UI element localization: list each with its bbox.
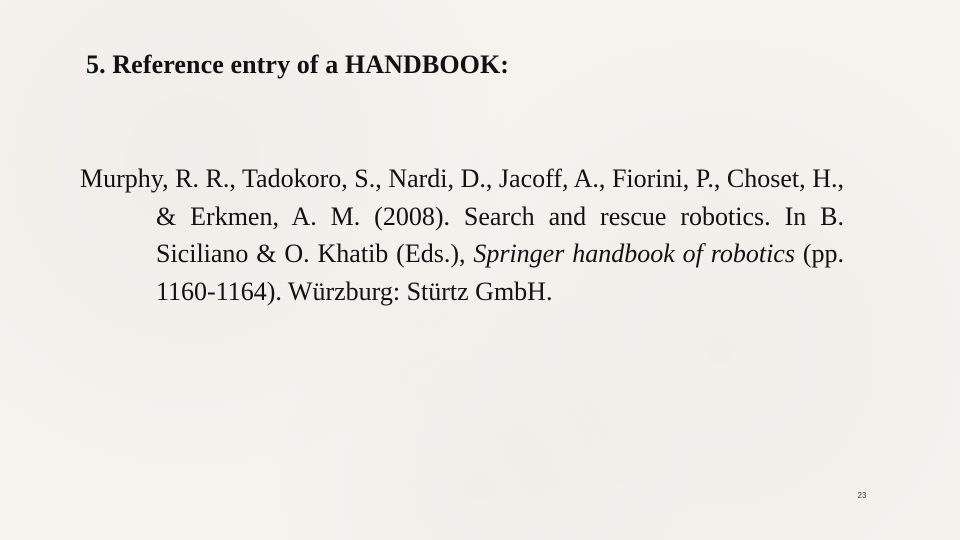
slide-title: 5. Reference entry of a HANDBOOK: [86,50,510,79]
reference-pages-and-publisher: (pp. 1160-1164). Würzburg: Stürtz GmbH. [156,239,844,306]
reference-entry [80,160,844,310]
page-number: 23 [857,491,867,500]
reference-book-title: Springer handbook of robotics [473,239,795,268]
reference-authors-and-chapter: Murphy, R. R., Tadokoro, S., Nardi, D., Jacoff, A., Fiorini, P., Choset, H., & Erkmen, A. M. (2008). Search and rescue robotics. In B. Siciliano & O. Khatib (Eds.), [80,164,844,268]
